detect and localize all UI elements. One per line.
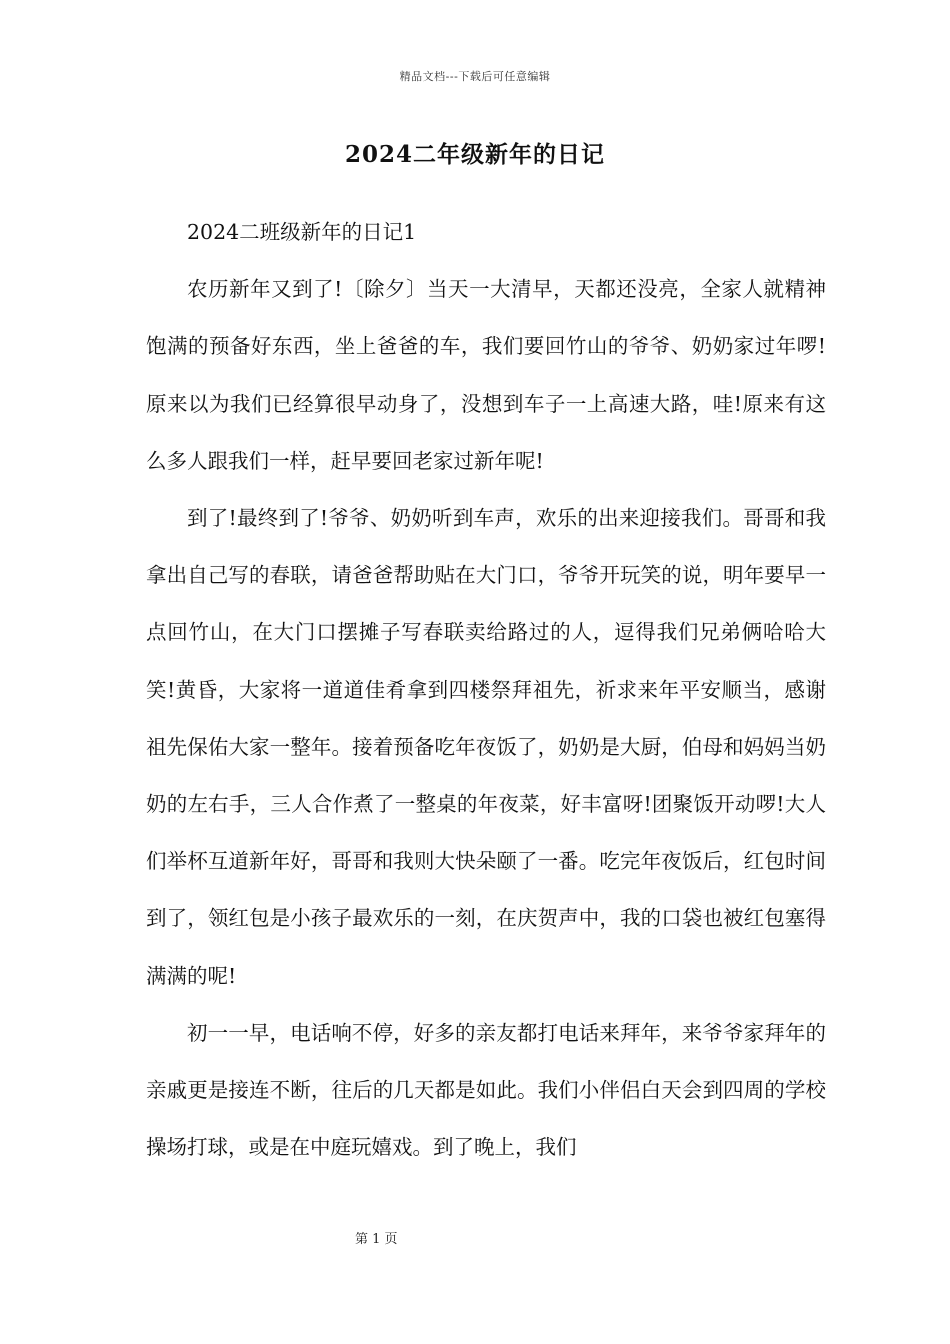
document-title: 2024二年级新年的日记 — [344, 141, 605, 168]
page-number: 第 1 页 — [355, 1232, 398, 1247]
paragraph-1: 农历新年又到了!〔除夕〕当天一大清早，天都还没亮，全家人就精神饱满的预备好东西，坐上爸爸的车，我们要回竹山的爷爷、奶奶家过年啰!原来以为我们已经算很早动身了，没想到车子一上高速大路，哇!原来有这么多人跟我们一样，赶早要回老家过新年呢! — [146, 277, 826, 473]
document-body — [146, 204, 826, 1176]
diary-subtitle: 2024二班级新年的日记1 — [187, 220, 417, 244]
page-header: 精品文档---下载后可任意编辑 — [399, 70, 551, 83]
paragraph-2: 到了!最终到了!爷爷、奶奶听到车声，欢乐的出来迎接我们。哥哥和我拿出自己写的春联，请爸爸帮助贴在大门口，爷爷开玩笑的说，明年要早一点回竹山，在大门口摆摊子写春联卖给路过的人，逗得我们兄弟俩哈哈大笑!黄昏，大家将一道道佳肴拿到四楼祭拜祖先，祈求来年平安顺当，感谢祖先保佑大家一整年。接着预备吃年夜饭了，奶奶是大厨，伯母和妈妈当奶奶的左右手，三人合作煮了一整桌的年夜菜，好丰富呀!团聚饭开动啰!大人们举杯互道新年好，哥哥和我则大快朵颐了一番。吃完年夜饭后，红包时间到了，领红包是小孩子最欢乐的一刻，在庆贺声中，我的口袋也被红包塞得满满的呢! — [146, 506, 826, 988]
paragraph-3: 初一一早，电话响不停，好多的亲友都打电话来拜年，来爷爷家拜年的亲戚更是接连不断，往后的几天都是如此。我们小伴侣白天会到四周的学校操场打球，或是在中庭玩嬉戏。到了晚上，我们 — [146, 1020, 826, 1160]
